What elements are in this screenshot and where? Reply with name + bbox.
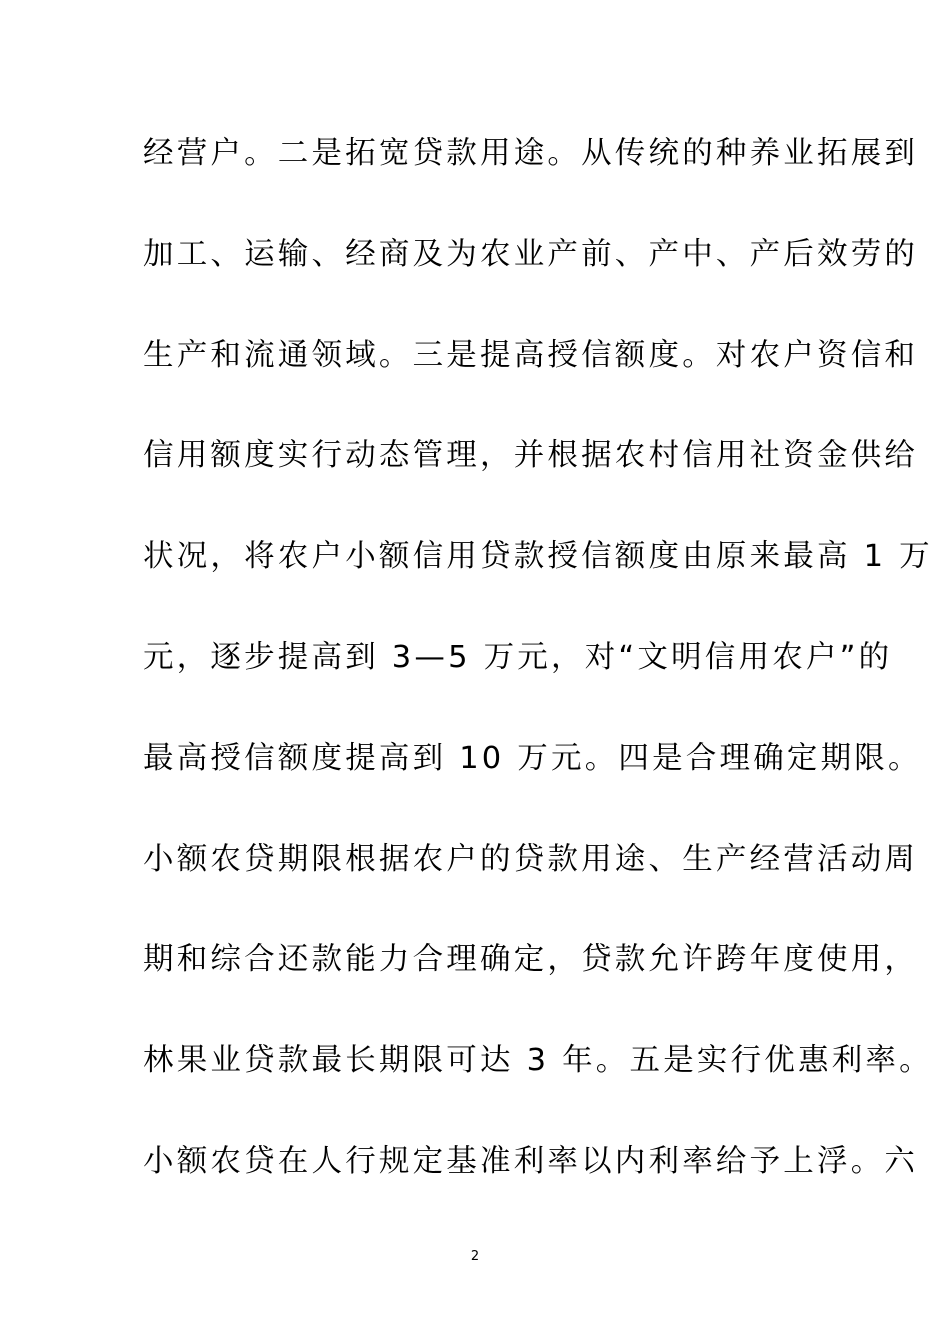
page-number: 2 <box>470 1249 480 1264</box>
text-line-5: 状况，将农户小额信用贷款授信额度由原来最高 1 万 <box>143 539 933 575</box>
text-line-8: 小额农贷期限根据农户的贷款用途、生产经营活动周 <box>143 841 919 877</box>
text-line-11: 小额农贷在人行规定基准利率以内利率给予上浮。六 <box>143 1143 919 1179</box>
text-line-7: 最高授信额度提高到 10 万元。四是合理确定期限。 <box>143 740 922 776</box>
text-line-4: 信用额度实行动态管理，并根据农村信用社资金供给 <box>143 438 919 474</box>
text-line-2: 加工、运输、经商及为农业产前、产中、产后效劳的 <box>143 236 919 272</box>
text-line-6: 元，逐步提高到 3—5 万元，对“文明信用农户”的 <box>143 639 893 675</box>
body-text <box>143 127 933 1236</box>
text-line-3: 生产和流通领域。三是提高授信额度。对农户资信和 <box>143 337 919 373</box>
text-line-10: 林果业贷款最长期限可达 3 年。五是实行优惠利率。 <box>143 1043 933 1079</box>
text-line-9: 期和综合还款能力合理确定，贷款允许跨年度使用， <box>143 942 919 978</box>
text-line-1: 经营户。二是拓宽贷款用途。从传统的种养业拓展到 <box>143 136 919 171</box>
